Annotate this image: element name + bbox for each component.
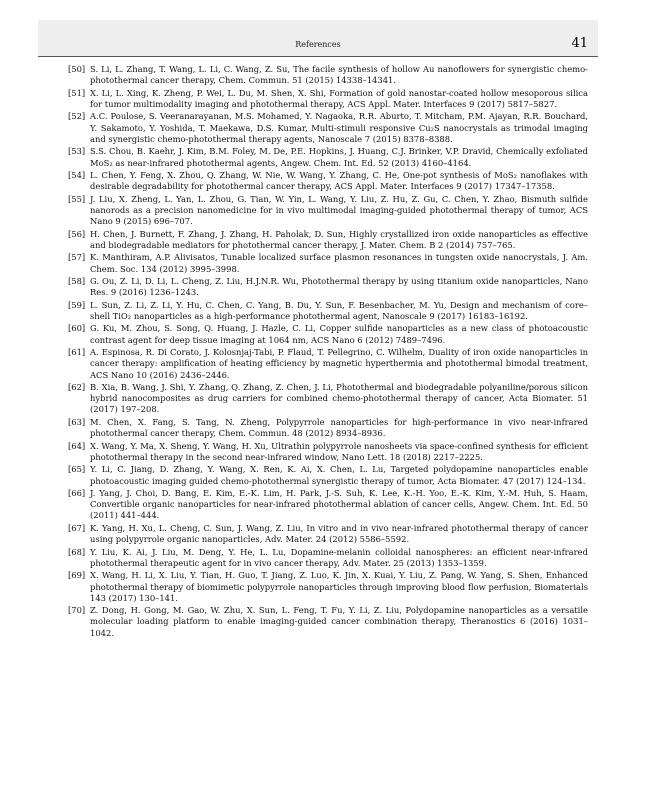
- reference-text: Y. Li, C. Jiang, D. Zhang, Y. Wang, X. Ren, K. Ai, X. Chen, L. Lu, Targeted polydopamine nanoparticles enable photoacoustic imaging guided chemo-photothermal synergistic therapy of tumor, Acta Biomater. 47 (2017) 124–134.: [90, 464, 588, 486]
- reference-text: S. Li, L. Zhang, T. Wang, L. Li, C. Wang, Z. Su, The facile synthesis of hollow Au nanoflowers for synergistic chemo-photothermal cancer therapy, Chem. Commun. 51 (2015) 14338–14341.: [90, 64, 588, 86]
- reference-number: [55]: [68, 193, 86, 204]
- reference-number: [70]: [68, 605, 86, 616]
- reference-number: [66]: [68, 488, 86, 499]
- reference-item: [68, 441, 588, 463]
- reference-number: [65]: [68, 464, 86, 475]
- reference-item: [68, 88, 588, 110]
- reference-text: A.C. Poulose, S. Veeranarayanan, M.S. Mohamed, Y. Nagaoka, R.R. Aburto, T. Mitcham, P.M. Ajayan, R.R. Bouchard, Y. Sakamoto, Y. Yoshida, T. Maekawa, D.S. Kumar, Multi-stimuli responsive Cu₂S nanocrystals as trimodal imaging and synergistic chemo-photothermal therapy agents, Nanoscale 7 (2015) 8378–8388.: [90, 111, 588, 144]
- reference-text: H. Chen, J. Burnett, F. Zhang, J. Zhang, H. Paholak, D. Sun, Highly crystallized iron oxide nanoparticles as effective and biodegradable mediators for photothermal cancer therapy, J. Mater. Chem. B 2 (2014) 757–765.: [90, 228, 588, 250]
- reference-text: K. Yang, H. Xu, L. Cheng, C. Sun, J. Wang, Z. Liu, In vitro and in vivo near-infrared photothermal therapy of cancer using polypyrrole organic nanoparticles, Adv. Mater. 24 (2012) 5586–5592.: [90, 522, 588, 545]
- reference-text: L. Chen, Y. Feng, X. Zhou, Q. Zhang, W. Nie, W. Wang, Y. Zhang, C. He, One-pot synthesis of MoS₂ nanoflakes with desirable degradability for photothermal cancer therapy, ACS Appl. Mater. Interfaces 9 (2017) 17347–17358.: [90, 170, 588, 192]
- reference-text: X. Wang, H. Li, X. Liu, Y. Tian, H. Guo, T. Jiang, Z. Luo, K. Jin, X. Kuai, Y. Liu, Z. Pang, W. Yang, S. Shen, Enhanced photothermal therapy of biomimetic polypyrrole nanoparticles through improving blood flow perfusion, Biomaterials 143 (2017) 130–141.: [90, 570, 588, 603]
- reference-text: S.S. Chou, B. Kaehr, J. Kim, B.M. Foley, M. De, P.E. Hopkins, J. Huang, C.J. Brinker, V.P. Dravid, Chemically exfoliated MoS₂ as near-infrared photothermal agents, Angew. Chem. Int. Ed. 52 (2013) 4160–4164.: [90, 146, 588, 168]
- reference-number: [54]: [68, 170, 86, 181]
- reference-text: G. Ku, M. Zhou, S. Song, Q. Huang, J. Hazle, C. Li, Copper sulfide nanoparticles as a new class of photoacoustic contrast agent for deep tissue imaging at 1064 nm, ACS Nano 6 (2012) 7489–7496.: [90, 323, 588, 345]
- running-title: References: [295, 40, 341, 49]
- page-number: 41: [571, 36, 588, 51]
- reference-item: [68, 64, 588, 86]
- reference-text: B. Xia, B. Wang, J. Shi, Y. Zhang, Q. Zhang, Z. Chen, J. Li, Photothermal and biodegradable polyaniline/porous silicon hybrid nanocomposites as drug carriers for combined chemo-photothermal therapy of cancer, Acta Biomater. 51 (2017) 197–208.: [90, 382, 588, 415]
- reference-text: X. Li, L. Xing, K. Zheng, P. Wei, L. Du, M. Shen, X. Shi, Formation of gold nanostar-coated hollow mesoporous silica for tumor multimodality imaging and photothermal therapy, ACS Appl. Mater. Interfaces 9 (2017) 5817–5827.: [90, 87, 588, 109]
- reference-item: [68, 347, 588, 381]
- reference-number: [62]: [68, 382, 86, 393]
- reference-item: [68, 547, 588, 569]
- page-header: [38, 20, 598, 57]
- reference-item: [68, 323, 588, 345]
- reference-text: J. Yang, J. Choi, D. Bang, E. Kim, E.-K. Lim, H. Park, J.-S. Suh, K. Lee, K.-H. Yoo, E.-K. Kim, Y.-M. Huh, S. Haam, Convertible organic nanoparticles for near-infrared photothermal ablation of cancer cells, Angew. Chem. Int. Ed. 50 (2011) 441–444.: [90, 488, 588, 521]
- reference-number: [51]: [68, 87, 86, 98]
- reference-item: [68, 229, 588, 251]
- reference-item: [68, 605, 588, 639]
- reference-item: [68, 488, 588, 522]
- reference-number: [50]: [68, 64, 86, 74]
- reference-text: L. Sun, Z. Li, Z. Li, Y. Hu, C. Chen, C. Yang, B. Du, Y. Sun, F. Besenbacher, M. Yu, Design and mechanism of core–shell TiO₂ nanoparticles as a high-performance photothermal agent, Nanoscale 9 (2017) 16183–16192.: [90, 299, 588, 321]
- reference-number: [52]: [68, 111, 86, 122]
- reference-text: A. Espinosa, R. Di Corato, J. Kolosnjaj-Tabi, P. Flaud, T. Pellegrino, C. Wilhelm, Duality of iron oxide nanoparticles in cancer therapy: amplification of heating efficiency by magnetic hyperthermia and photothermal bimodal treatment, ACS Nano 10 (2016) 2436–2446.: [90, 347, 588, 380]
- reference-list: [68, 64, 588, 640]
- reference-number: [56]: [68, 228, 86, 239]
- reference-number: [61]: [68, 347, 86, 358]
- reference-text: M. Chen, X. Fang, S. Tang, N. Zheng, Polypyrrole nanoparticles for high-performance in vivo near-infrared photothermal cancer therapy, Chem. Commun. 48 (2012) 8934–8936.: [90, 416, 588, 439]
- reference-item: [68, 252, 588, 274]
- reference-item: [68, 276, 588, 298]
- reference-item: [68, 417, 588, 439]
- reference-number: [53]: [68, 146, 86, 157]
- reference-text: Y. Liu, K. Ai, J. Liu, M. Deng, Y. He, L. Lu, Dopamine-melanin colloidal nanospheres: an efficient near-infrared photothermal therapeutic agent for in vivo cancer therapy, Adv. Mater. 25 (2013) 1353–1359.: [90, 546, 588, 568]
- reference-number: [68]: [68, 546, 86, 557]
- reference-item: [68, 382, 588, 416]
- reference-item: [68, 194, 588, 228]
- reference-text: J. Liu, X. Zheng, L. Yan, L. Zhou, G. Tian, W. Yin, L. Wang, Y. Liu, Z. Hu, Z. Gu, C. Chen, Y. Zhao, Bismuth sulfide nanorods as a precision nanomedicine for in vivo multimodal imaging-guided photothermal therapy of tumor, ACS Nano 9 (2015) 696–707.: [90, 193, 588, 227]
- reference-text: X. Wang, Y. Ma, X. Sheng, Y. Wang, H. Xu, Ultrathin polypyrrole nanosheets via space-confined synthesis for efficient photothermal therapy in the second near-infrared window, Nano Lett. 18 (2018) 2217–2225.: [90, 440, 588, 462]
- reference-number: [58]: [68, 276, 86, 287]
- reference-text: K. Manthiram, A.P. Alivisatos, Tunable localized surface plasmon resonances in tungsten oxide nanocrystals, J. Am. Chem. Soc. 134 (2012) 3995–3998.: [90, 252, 588, 274]
- reference-number: [60]: [68, 323, 86, 334]
- reference-text: G. Ou, Z. Li, D. Li, L. Cheng, Z. Liu, H.J.N.R. Wu, Photothermal therapy by using titanium oxide nanoparticles, Nano Res. 9 (2016) 1236–1243.: [90, 276, 588, 298]
- reference-item: [68, 523, 588, 545]
- reference-number: [63]: [68, 416, 86, 427]
- reference-number: [57]: [68, 252, 86, 263]
- reference-number: [69]: [68, 570, 86, 581]
- reference-item: [68, 570, 588, 604]
- reference-item: [68, 146, 588, 168]
- reference-number: [64]: [68, 440, 86, 451]
- reference-number: [59]: [68, 299, 86, 310]
- reference-item: [68, 170, 588, 192]
- reference-item: [68, 111, 588, 145]
- reference-item: [68, 300, 588, 322]
- reference-item: [68, 464, 588, 486]
- reference-text: Z. Dong, H. Gong, M. Gao, W. Zhu, X. Sun, L. Feng, T. Fu, Y. Li, Z. Liu, Polydopamine nanoparticles as a versatile molecular loading platform to enable imaging-guided cancer combination therapy, Theranostics 6 (2016) 1031–1042.: [90, 605, 588, 638]
- reference-number: [67]: [68, 522, 86, 533]
